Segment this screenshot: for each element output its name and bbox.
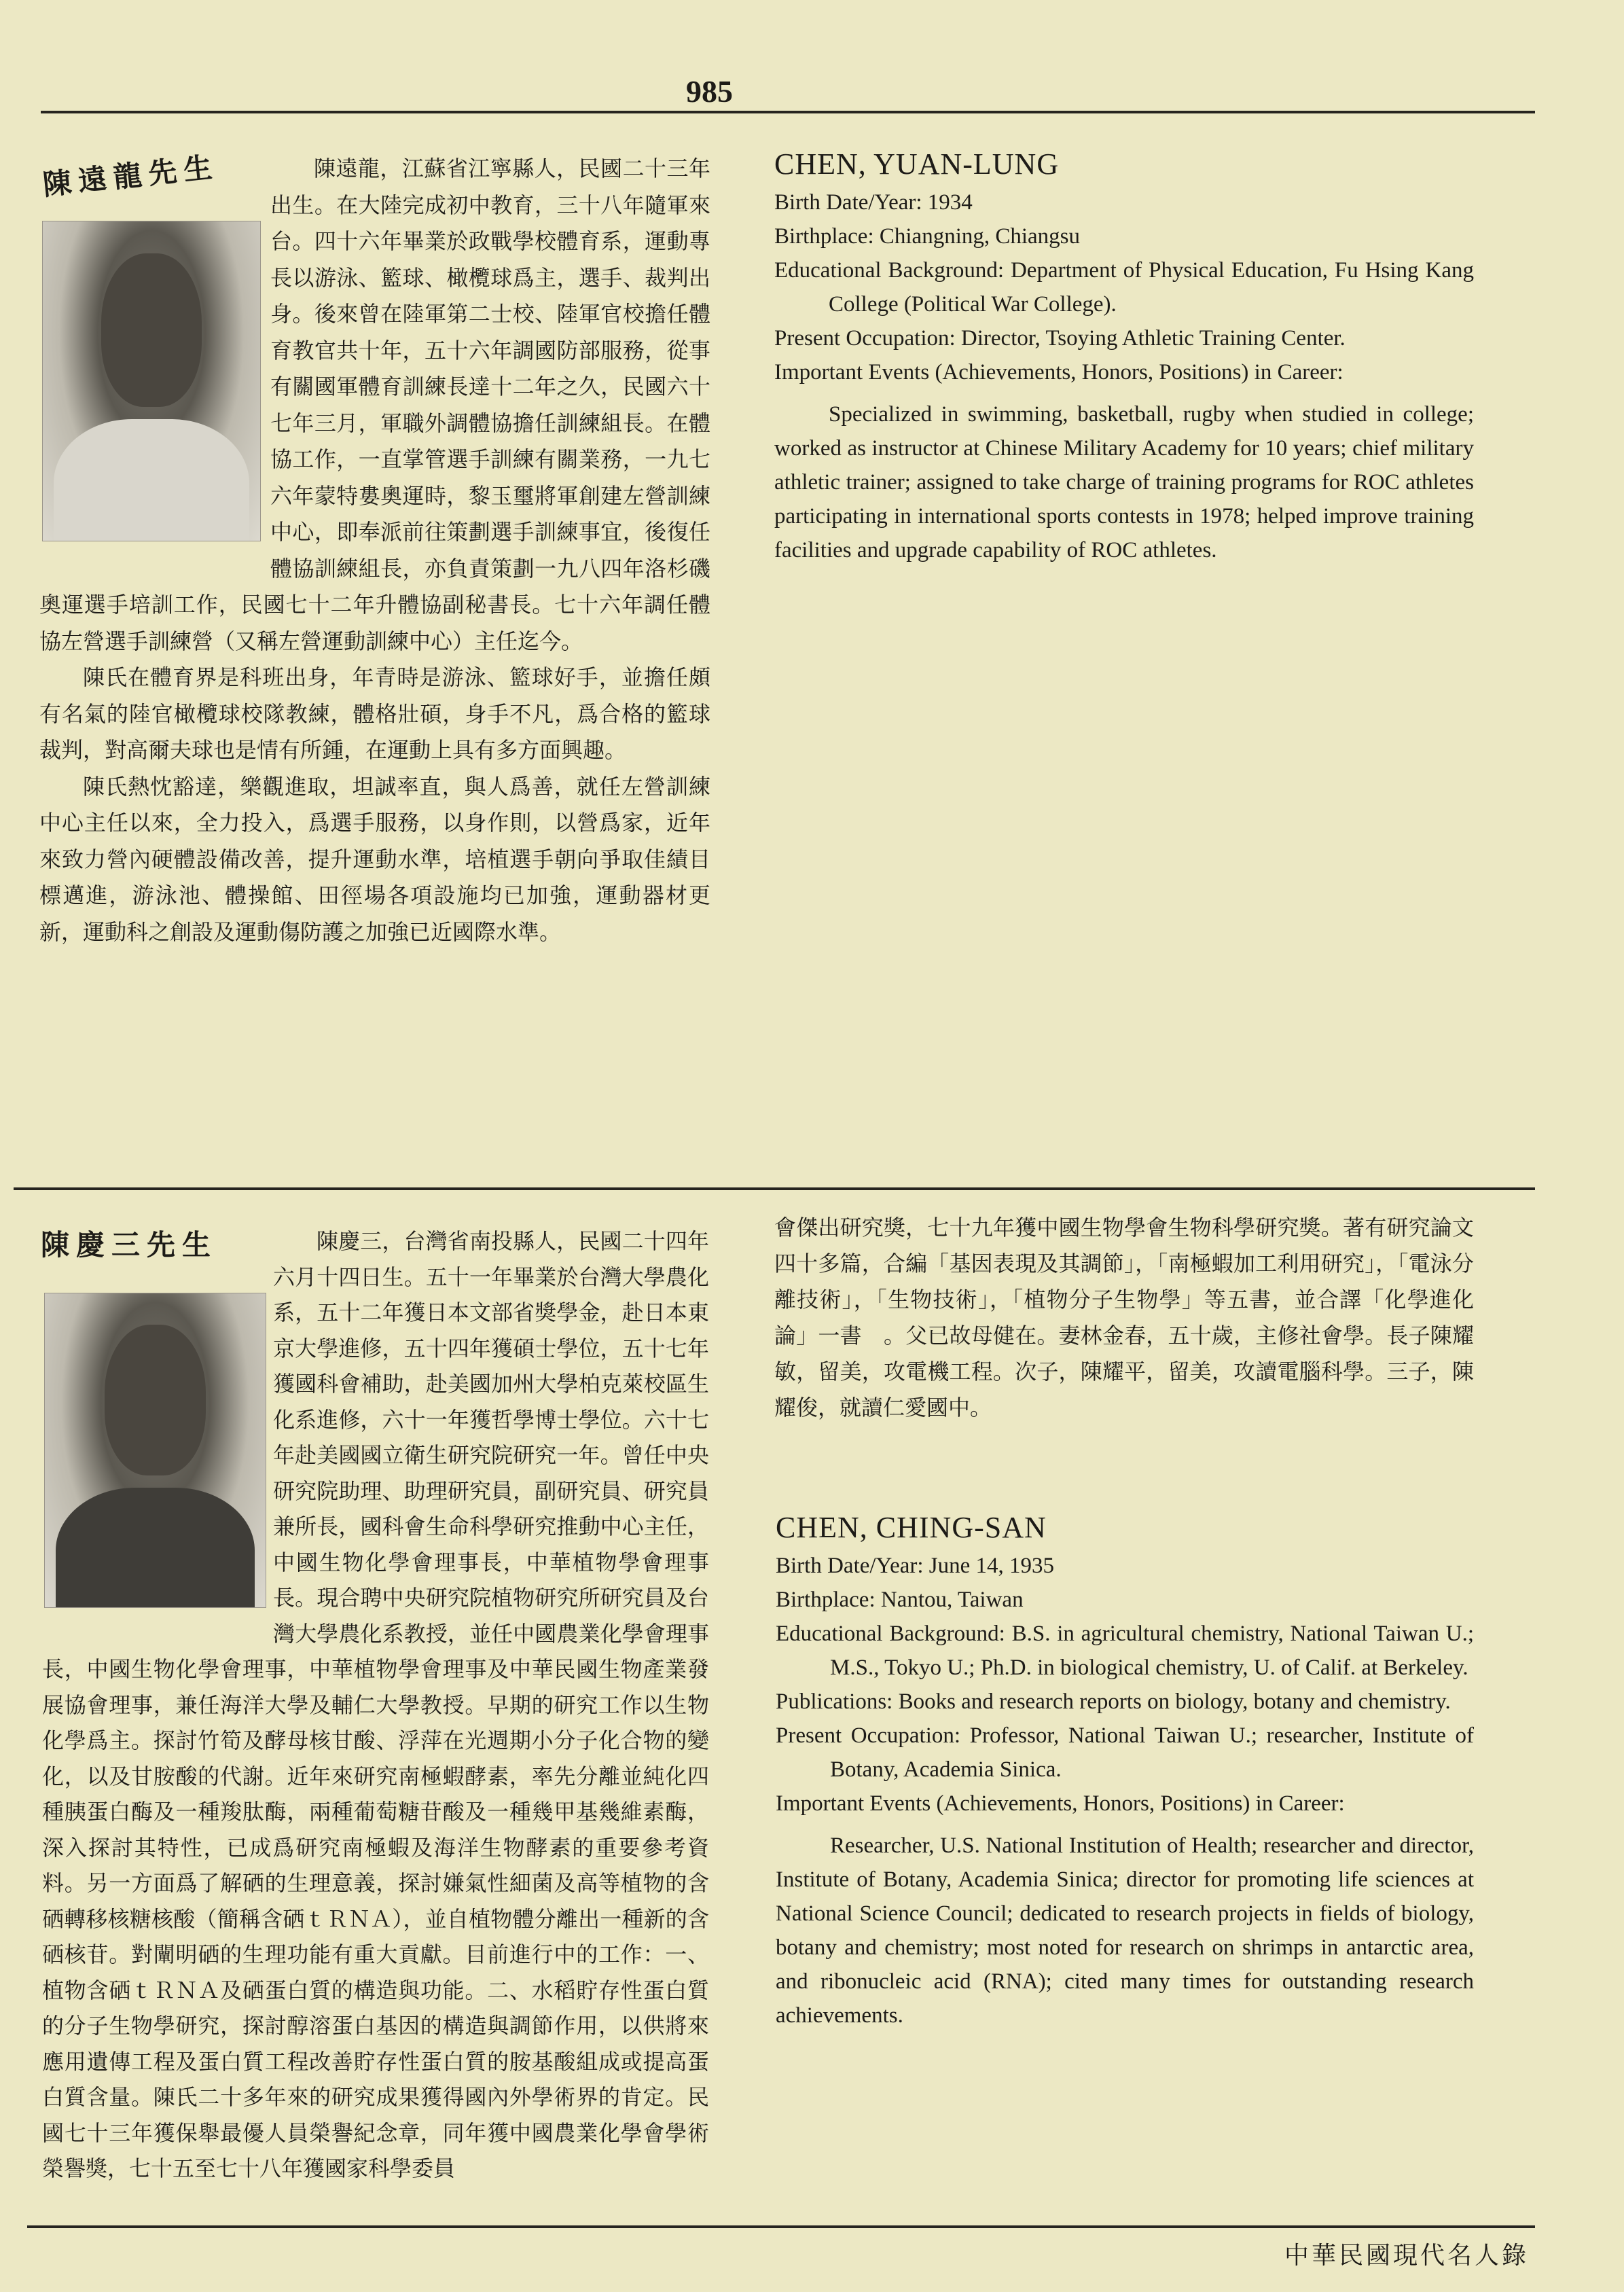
entry-1-field-education: Educational Background: Department of Physical Education, Fu Hsing Kang College (Political War College). bbox=[774, 258, 1474, 317]
entry-1-en-name: CHEN, YUAN-LUNG bbox=[774, 147, 1060, 181]
entry-2-zh-continued: 會傑出研究獎，七十九年獲中國生物學會生物科學研究獎。著有研究論文四十多篇，合編「基因表現及其調節」，「南極蝦加工利用研究」，「電泳分離技術」，「生物技術」，「植物分子生物學」等五書，並合譯「化學進化論」一書 。父已故母健在。妻林金春，五十歲，主修社會學。長子陳耀敏，留美，攻電機工程。次子，陳耀平，留美，攻讀電腦科學。三子，陳耀俊，就讀仁愛國中。 bbox=[774, 1215, 1474, 1420]
entry-1-zh-paragraph: 陳遠龍，江蘇省江寧縣人，民國二十三年出生。在大陸完成初中教育，三十八年隨軍來台。四十六年畢業於政戰學校體育系，運動專長以游泳、籃球、橄欖球爲主，選手、裁判出身。後來曾在陸軍第二士校、陸軍官校擔任體育教官共十年，五十六年調國防部服務，從事有關國軍體育訓練長達十二年之久，民國六十七年三月，軍職外調體協擔任訓練組長。在體協工作，一直掌管選手訓練有關業務，一九七六年蒙特婁奧運時，黎玉璽將軍創建左營訓練中心，即奉派前往策劃選手訓練事宜，後復任體協訓練組長，亦負責策劃一九八四年洛杉磯奧運選手培訓工作，民國七十二年升體協副秘書長。七十六年調任體協左營選手訓練營（又稱左營運動訓練中心）主任迄今。 bbox=[39, 156, 710, 654]
entry-1-field-birth: Birth Date/Year: 1934 bbox=[774, 190, 973, 215]
entry-1-zh-paragraph: 陳氏在體育界是科班出身，年青時是游泳、籃球好手，並擔任頗有名氣的陸官橄欖球校隊教練，體格壯碩，身手不凡，爲合格的籃球裁判，對高爾夫球也是情有所鍾，在運動上具有多方面興趣。 bbox=[39, 664, 710, 763]
page-number: 985 bbox=[686, 74, 733, 109]
section-divider bbox=[14, 1187, 1535, 1190]
header-rule bbox=[41, 111, 1535, 113]
entry-1-field-occupation: Present Occupation: Director, Tsoying Athletic Training Center. bbox=[774, 326, 1346, 351]
entry-2-en-body: Researcher, U.S. National Institution of Health; researcher and director, Institute of Botany, Academia Sinica; director for promoting life sciences at National Science Council; dedicated to research projects in fields of biology, botany and chemistry; most noted for research on shrimps in antarctic area, and ribonucleic acid (RNA); cited many times for outstanding research achievements. bbox=[776, 1833, 1474, 2028]
entry-1-zh-paragraph: 陳氏熱忱豁達，樂觀進取，坦誠率直，與人爲善，就任左營訓練中心主任以來，全力投入，爲選手服務，以身作則，以營爲家，近年來致力營內硬體設備改善，提升運動水準，培植選手朝向爭取佳績目標邁進，游泳池、體操館、田徑場各項設施均已加強，運動器材更新，運動科之創設及運動傷防護之加強已近國際水準。 bbox=[39, 773, 710, 945]
entry-2-zh-paragraph: 陳慶三，台灣省南投縣人，民國二十四年六月十四日生。五十一年畢業於台灣大學農化系，五十二年獲日本文部省獎學金，赴日本東京大學進修，五十四年獲碩士學位，五十七年獲國科會補助，赴美國加州大學柏克萊校區生化系進修，六十一年獲哲學博士學位。六十七年赴美國國立衛生研究院研究一年。曾任中央研究院助理、助理研究員，副研究員、研究員兼所長，國科會生命科學研究推動中心主任，中國生物化學會理事長，中華植物學會理事長。現合聘中央研究院植物研究所研究員及台灣大學農化系教授，並任中國農業化學會理事長，中國生物化學會理事，中華植物學會理事及中華民國生物產業發展協會理事，兼任海洋大學及輔仁大學教授。早期的研究工作以生物化學爲主。探討竹筍及酵母核甘酸、浮萍在光週期小分子化合物的變化，以及甘胺酸的代謝。近年來研究南極蝦酵素，率先分離並純化四種胰蛋白酶及一種羧肽酶，兩種葡萄糖苷酸及一種幾甲基幾維素酶，深入探討其特性，已成爲研究南極蝦及海洋生物酵素的重要參考資料。另一方面爲了解硒的生理意義，探討嫌氣性細菌及高等植物的含硒轉移核糖核酸（簡稱含硒ｔＲＮＡ），並自植物體分離出一種新的含硒核苷。對闡明硒的生理功能有重大貢獻。目前進行中的工作：一、植物含硒ｔＲＮＡ及硒蛋白質的構造與功能。二、水稻貯存性蛋白質的分子生物學研究，探討醇溶蛋白基因的構造與調節作用，以供將來應用遺傳工程及蛋白質工程改善貯存性蛋白質的胺基酸組成或提高蛋白質含量。陳氏二十多年來的研究成果獲得國內外學術界的肯定。民國七十三年獲保舉最優人員榮譽紀念章，同年獲中國農業化學會學術榮譽獎，七十五至七十八年獲國家科學委員 bbox=[42, 1228, 709, 2181]
entry-1-field-birthplace: Birthplace: Chiangning, Chiangsu bbox=[774, 224, 1081, 249]
entry-2-field-occupation: Present Occupation: Professor, National Taiwan U.; researcher, Institute of Botany, Academia Sinica. bbox=[776, 1723, 1474, 1782]
book-title-footer: 中華民國現代名人錄 bbox=[1284, 2242, 1529, 2270]
entry-1-en-body: Specialized in swimming, basketball, rugby when studied in college; worked as instructor at Chinese Military Academy for 10 years; chief military athletic trainer; assigned to take charge of training programs for ROC athletes participating in international sports contests in 1978; helped improve training facilities and upgrade capability of ROC athletes. bbox=[774, 402, 1474, 562]
entry-2-en-name: CHEN, CHING-SAN bbox=[776, 1511, 1047, 1544]
entry-2-zh-name: 陳慶三先生 bbox=[41, 1228, 218, 1261]
entry-2-zh-text bbox=[42, 1223, 709, 2187]
entry-2-en-block bbox=[776, 1509, 1474, 2033]
footer-rule bbox=[27, 2225, 1535, 2228]
entry-2-field-publications: Publications: Books and research reports on biology, botany and chemistry. bbox=[776, 1689, 1451, 1714]
entry-1-field-events: Important Events (Achievements, Honors, Positions) in Career: bbox=[774, 360, 1343, 384]
entry-2-field-education: Educational Background: B.S. in agricultural chemistry, National Taiwan U.; M.S., Tokyo U.; Ph.D. in biological chemistry, U. of Calif. at Berkeley. bbox=[776, 1622, 1474, 1680]
entry-1-zh-name: 陳遠龍先生 bbox=[41, 149, 221, 202]
entry-2-field-birthplace: Birthplace: Nantou, Taiwan bbox=[776, 1588, 1024, 1612]
entry-2-field-events: Important Events (Achievements, Honors, Positions) in Career: bbox=[776, 1791, 1345, 1816]
entry-2-field-birth: Birth Date/Year: June 14, 1935 bbox=[776, 1554, 1055, 1578]
photo-spacer bbox=[42, 1223, 273, 1617]
entry-1-en-block bbox=[774, 146, 1474, 567]
entry-1-zh-text bbox=[39, 151, 710, 950]
photo-spacer bbox=[39, 151, 270, 586]
